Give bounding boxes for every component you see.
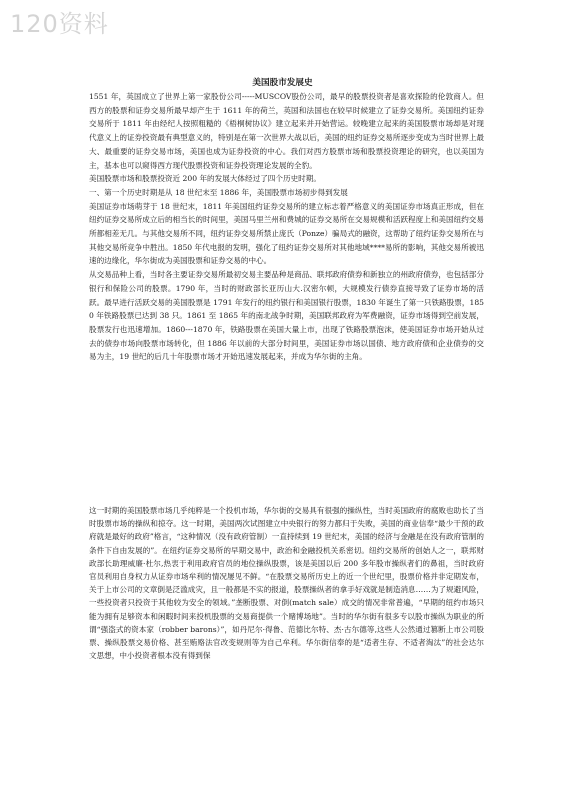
section-one: [89, 90, 484, 364]
watermark-logo: 120资料: [10, 10, 109, 38]
page-title: 美国股市发展史: [252, 78, 313, 88]
section-two: [89, 504, 484, 662]
paragraph-origin: 美国证券市场萌芽于 18 世纪末，1811 年美国纽约证券交易所的建立标志着严格意义的美国证券市场真正形成，但在纽约证券交易所成立后的相当长的时间里，美国马里兰州和费城的证券交易所在交易规模和活跃程度上和美国纽约交易所都相差无几。与其他交易所不同，纽约证券交易所禁止庞氏（Ponze）骗局式的融资，这帮助了纽约证券交易所在与其他交易所竞争中胜出。1850 年代电报的发明，强化了纽约证券交易所对其他地域****易所的影响，其他交易所被迅速的边缘化，华尔街成为美国股票和证券交易的中心。: [89, 201, 484, 266]
paragraph-trading-varieties: 从交易品种上看，当时各主要证券交易所最初交易主要品种是商品、联邦政府债券和新独立的州政府债券，也包括部分银行和保险公司的股票。1790 年，当时的财政部长亚历山大.汉密尔顿，大规模发行债券直接导致了证券市场的活跃。最早进行活跃交易的美国股票是 1791 年发行的纽约银行和美国银行股票，1830 年诞生了第一只铁路股票，1850 年铁路股票已达到 38 只。1861 至 1865 年的南北战争时期，美国联邦政府为军费融资，证券市场得到空前发展，股票发行也迅速增加。1860---1870 年，铁路股票在美国大量上市，出现了铁路股票泡沫，使美国证券市场开始从过去的债券市场向股票市场转化，但 1886 年以前的大部分时间里，美国证券市场以国债、地方政府债和企业债券的交易为主，19 世纪的后几十年股票市场才开始迅速发展起来，并成为华尔街的主角。: [89, 270, 484, 362]
paragraph-periods: 美国股票市场和股票投资近 200 年的发展大体经过了四个历史时期。: [89, 174, 321, 184]
paragraph-heading-first-period: 一、第一个历史时期是从 18 世纪末至 1886 年，美国股票市场初步得到发展: [89, 187, 348, 197]
paragraph-intro: 1551 年，英国成立了世界上第一家股份公司-----MUSCOV股份公司，最早的股票投资者是喜欢探险的伦敦商人。但西方的股票和证券交易所最早却产生于 1611 年的荷兰，英国和法国也在较早时候建立了证券交易所。美国纽约证券交易所于 1811 年由经纪人按照粗糙的《梧桐树协议》建立起来并开始营运。较晚建立起来的美国股票市场却是对现代意义上的证券投资最有典型意义的，特别是在第一次世界大战以后，美国的纽约证券交易所逐步变成为当时世界上最大、最重要的证券交易市场，美国也成为证券投资的中心。我们对西方股票市场和股票投资理论的研究，也以美国为主，基本也可以窥得西方现代股票投资和证券投资理论发展的全豹。: [89, 92, 484, 170]
paragraph-speculation: 这一时期的美国股票市场几乎纯粹是一个投机市场，华尔街的交易具有很强的操纵性，当时美国政府的腐败也助长了当时股票市场的操纵和掠夺。这一时期，美国两次试图建立中央银行的努力都归于失败，美国的商业信奉“最少干预的政府就是最好的政府”格言，“这种情况（没有政府管制）一直持续到 19 世纪末，美国的经济与金融是在没有政府管制的条件下自由发展的”。在纽约证券交易所的早期交易中，政治和金融投机关系密切。纽约交易所的创始人之一，联邦财政部长助理威廉·杜尔,热衷于利用政府官员的地位操纵股票，该是美国以后 200 多年股市操纵者们的鼻祖，当时政府官员利用自身权力从证券市场牟利的情况屡见不鲜。“在股票交易所历史上的近一个世纪里，股票价格并非定期发布，关于上市公司的文章倒是泛滥成灾，且一般都是不实的报道，股票操纵者的拿手好戏就是制造消息……为了规避风险，一些投资者只投资于其他较为安全的领域。”垄断股票、对倒(match sale）成交的情况非常普遍，“早期的纽约市场只能为拥有足够资本和闲暇时间来投机股票的交易商提供一个赌博场地”。当时的华尔街有很多专以股市操纵为职业的所谓“强盗式的资本家（robber barons）”，如丹尼尔·得鲁、范德比尔特、杰·古尔德等,这些人公然通过篡断上市公司股票、操纵股票交易价格、甚至贿赂法官改变规则等为自己牟利。华尔街信奉的是“适者生存、不适者淘汰”的社会达尔文思想，中小投资者根本没有得到保: [89, 506, 484, 661]
